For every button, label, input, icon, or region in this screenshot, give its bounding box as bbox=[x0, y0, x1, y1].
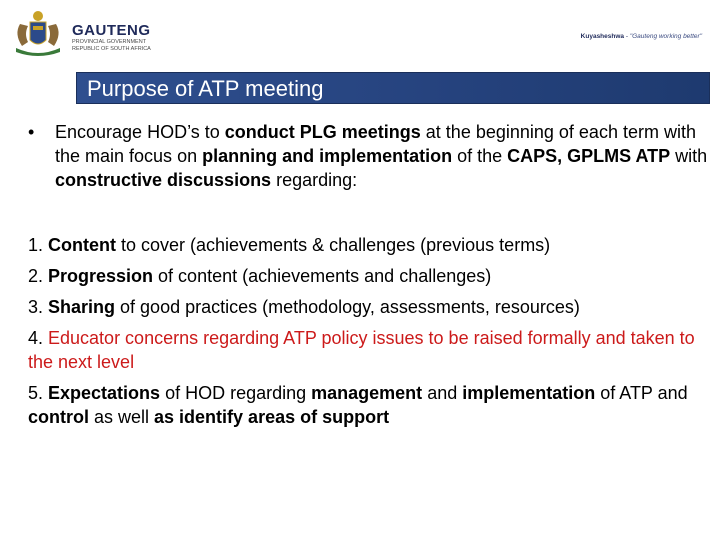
item-highlight: Educator concerns regarding ATP policy issues to be raised formally and taken to the next level bbox=[28, 328, 695, 372]
bullet-emphasis: CAPS, GPLMS ATP bbox=[507, 146, 671, 166]
list-item bbox=[28, 233, 708, 257]
item-emphasis: as identify areas of support bbox=[154, 407, 390, 427]
coat-of-arms-icon bbox=[8, 8, 68, 60]
item-text: of good practices (methodology, assessments, resources) bbox=[115, 297, 580, 317]
bullet-text: at the beginning of each term with the main focus on bbox=[55, 122, 696, 166]
list-item bbox=[28, 326, 708, 374]
bullet-text: regarding: bbox=[271, 170, 358, 190]
item-text: as well bbox=[89, 407, 155, 427]
slogan-separator: - bbox=[624, 33, 630, 40]
brand-name: GAUTENG bbox=[72, 22, 151, 39]
item-emphasis: implementation bbox=[462, 383, 596, 403]
item-number: 2. bbox=[28, 266, 49, 286]
bullet-item bbox=[28, 120, 708, 192]
list-item bbox=[28, 295, 708, 319]
list-item bbox=[28, 264, 708, 288]
item-number: 3. bbox=[28, 297, 49, 317]
slogan-lead: Kuyasheshwa bbox=[580, 33, 625, 40]
list-item bbox=[28, 381, 708, 429]
item-number: 4. bbox=[28, 328, 49, 348]
brand-subtitle-1: PROVINCIAL GOVERNMENT bbox=[72, 39, 147, 45]
item-number: 5. bbox=[28, 383, 49, 403]
title-bar bbox=[76, 72, 710, 104]
slide-content bbox=[28, 120, 708, 436]
bullet-emphasis: planning and implementation bbox=[202, 146, 453, 166]
item-emphasis: Progression bbox=[48, 266, 154, 286]
bullet-text: of the bbox=[452, 146, 508, 166]
page-title: Purpose of ATP meeting bbox=[87, 76, 324, 101]
bullet-emphasis: constructive discussions bbox=[55, 170, 272, 190]
item-emphasis: Expectations bbox=[48, 383, 161, 403]
bullet-text: with bbox=[670, 146, 708, 166]
brand bbox=[72, 23, 151, 52]
header bbox=[0, 0, 720, 70]
bullet-text: Encourage HOD’s to bbox=[55, 122, 225, 142]
slogan bbox=[581, 33, 702, 40]
item-text: of ATP and bbox=[595, 383, 688, 403]
item-emphasis: Content bbox=[48, 235, 116, 255]
item-text: and bbox=[422, 383, 463, 403]
bullet-emphasis: conduct PLG meetings bbox=[224, 122, 421, 142]
item-text: of HOD regarding bbox=[160, 383, 312, 403]
numbered-list bbox=[28, 233, 708, 429]
item-text: of content (achievements and challenges) bbox=[153, 266, 492, 286]
item-emphasis: Sharing bbox=[48, 297, 116, 317]
item-number: 1. bbox=[28, 235, 49, 255]
item-emphasis: management bbox=[311, 383, 423, 403]
item-emphasis: control bbox=[28, 407, 89, 427]
bullet-mark: • bbox=[28, 122, 35, 142]
item-text: to cover (achievements & challenges (previous terms) bbox=[116, 235, 551, 255]
slogan-quote: "Gauteng working better" bbox=[629, 33, 702, 40]
brand-subtitle-2: REPUBLIC OF SOUTH AFRICA bbox=[72, 46, 151, 52]
